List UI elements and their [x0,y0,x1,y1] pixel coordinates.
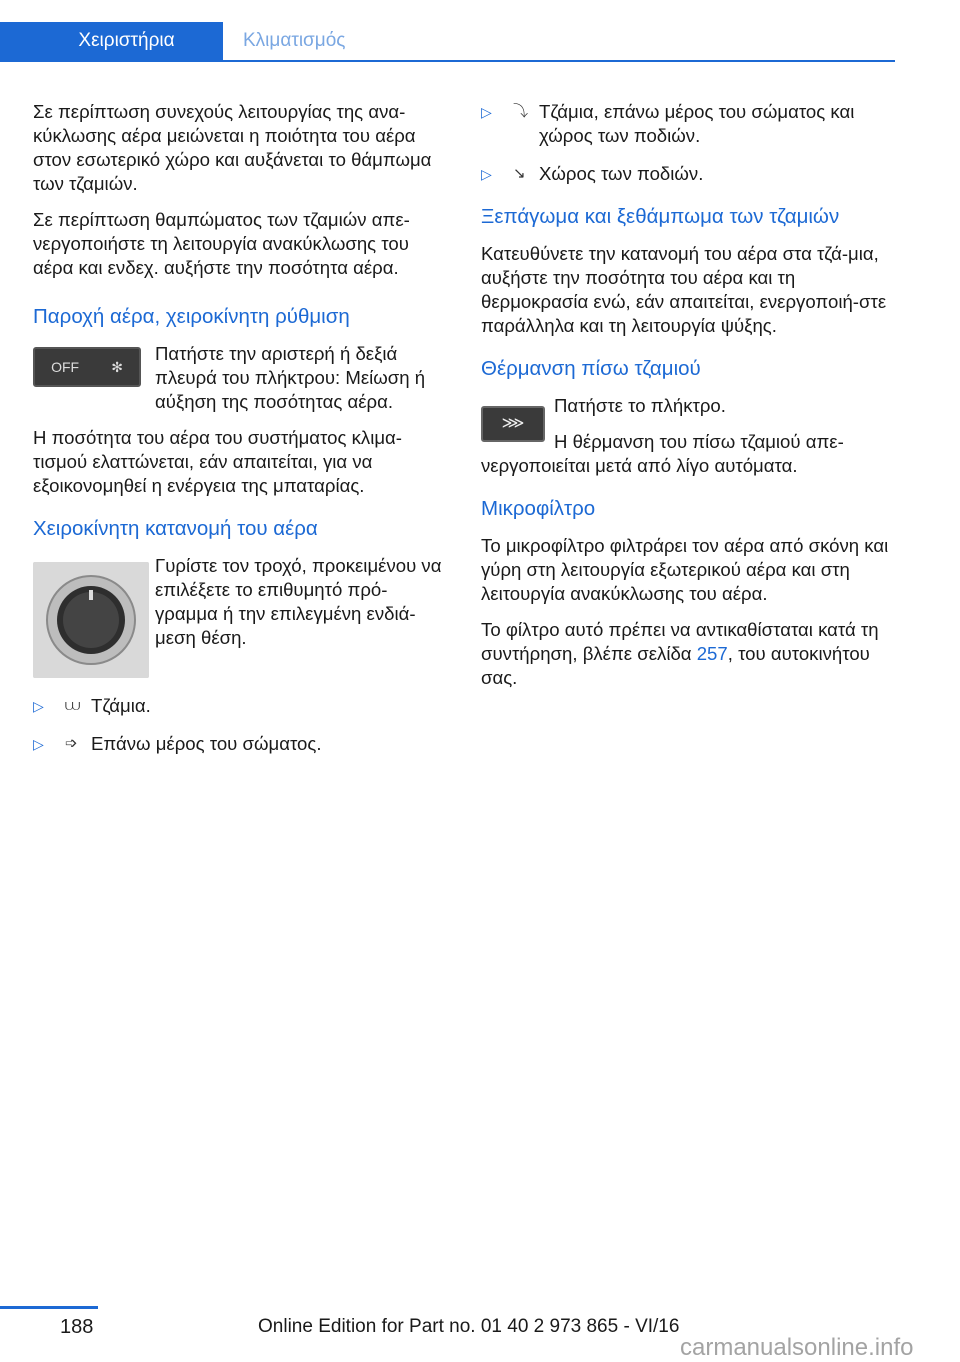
paragraph-recirculation: Σε περίπτωση συνεχούς λειτουργίας της ανα‐κύκλωσης αέρα μειώνεται η ποιότητα του αέρα στον εσωτερικό χώρο και αυξάνεται το θάμπωμα των τζαμιών. [33,101,432,194]
windshield-icon: ⩊ [65,697,81,714]
heading-microfilter: Μικροφίλτρο [481,497,596,520]
left-column [33,100,448,770]
right-column [481,100,896,702]
fan-button-row [33,342,448,414]
filter-text-a: Το φίλτρο αυτό πρέπει να αντικαθίσταται κατά τη συντήρηση, βλέπε σελίδα [481,619,879,664]
rear-window-heating-button-image [481,406,545,442]
bullet-all-zones [481,100,896,148]
knob-text: Γυρίστε τον τροχό, προκειμένου να επιλέξετε το επιθυμητό πρό‐γραμμα ή την επιλεγμένη ενδιά‐μεση θέση. [155,555,442,648]
paragraph-defrost: Κατευθύνετε την κατανομή του αέρα στα τζά‐μια, αυξήστε την ποσότητα του αέρα και τη θερμοκρασία ενώ, εάν απαιτείται, ενεργοποιή‐στε παράλληλα και τη λειτουργία ψύξης. [481,243,887,336]
bullet-upper-body [33,732,448,756]
footer-rule [0,1306,98,1309]
paragraph-battery: Η ποσότητα του αέρα του συστήματος κλιμα‐τισμού ελαττώνεται, εάν απαιτείται, για να εξοικονομηθεί η ενέργεια της μπαταρίας. [33,427,402,496]
rear-defrost-icon: ⋙ [501,415,525,432]
distribution-knob-image [33,562,149,678]
heading-air-supply: Παροχή αέρα, χειροκίνητη ρύθμιση [33,305,350,328]
fan-button-text: Πατήστε την αριστερή ή δεξιά πλευρά του πλήκτρου: Μείωση ή αύξηση της ποσότητας αέρα. [155,343,426,412]
upper-body-airflow-icon: ➩ [65,735,78,752]
bullet-windows [33,694,448,718]
heading-rear-window-heating: Θέρμανση πίσω τζαμιού [481,357,701,380]
filter-text-b: , του αυτοκινήτου σας. [481,643,870,688]
page-reference-link[interactable]: 257 [696,643,728,664]
page-header [0,0,895,62]
knob-row [33,554,448,682]
bullet-triangle-icon: ▷ [481,104,492,120]
heading-manual-distribution: Χειροκίνητη κατανομή του αέρα [33,517,318,540]
bullet-triangle-icon: ▷ [481,166,492,182]
rear-heating-text-1: Πατήστε το πλήκτρο. [554,395,726,416]
bullet-windows-text: Τζάμια. [91,695,151,716]
heading-defrost: Ξεπάγωμα και ξεθάμπωμα των τζαμιών [481,205,840,228]
all-zones-airflow-icon: ⤵ [513,103,529,120]
tab-climate[interactable] [223,22,345,60]
edition-info: Online Edition for Part no. 01 40 2 973 865 - VI/16 [258,1316,680,1337]
bullet-triangle-icon: ▷ [33,698,44,714]
footwell-airflow-icon: ↘ [513,165,526,182]
bullet-upper-body-text: Επάνω μέρος του σώματος. [91,733,322,754]
header-rule [0,60,895,62]
rear-heating-row [481,394,896,478]
paragraph-fogging: Σε περίπτωση θαμπώματος των τζαμιών απε‐νεργοποιήστε τη λειτουργία ανακύκλωσης του αέρα και ενδεχ. αυξήστε την ποσότητα αέρα. [33,209,410,278]
tab-controls-label: Χειριστήρια [78,30,175,51]
tab-climate-label: Κλιματισμός [243,30,346,51]
page-number: 188 [60,1316,94,1338]
bullet-footwell [481,162,896,186]
bullet-footwell-text: Χώρος των ποδιών. [539,163,704,184]
tab-controls[interactable] [0,22,223,60]
bullet-triangle-icon: ▷ [33,736,44,752]
paragraph-microfilter: Το μικροφίλτρο φιλτράρει τον αέρα από σκόνη και γύρη στη λειτουργία εξωτερικού αέρα και στη λειτουργία ανακύκλωσης του αέρα. [481,535,889,604]
paragraph-filter-replacement [481,618,896,690]
bullet-all-zones-text: Τζάμια, επάνω μέρος του σώματος και χώρος των ποδιών. [539,101,855,146]
fan-icon: ✻ [111,359,123,375]
fan-button-image [33,347,141,387]
rear-heating-text-2: Η θέρμανση του πίσω τζαμιού απε‐νεργοποιείται μετά από λίγο αυτόματα. [481,431,844,476]
watermark: carmanualsonline.info [680,1334,914,1361]
fan-off-icon: OFF [51,359,80,375]
